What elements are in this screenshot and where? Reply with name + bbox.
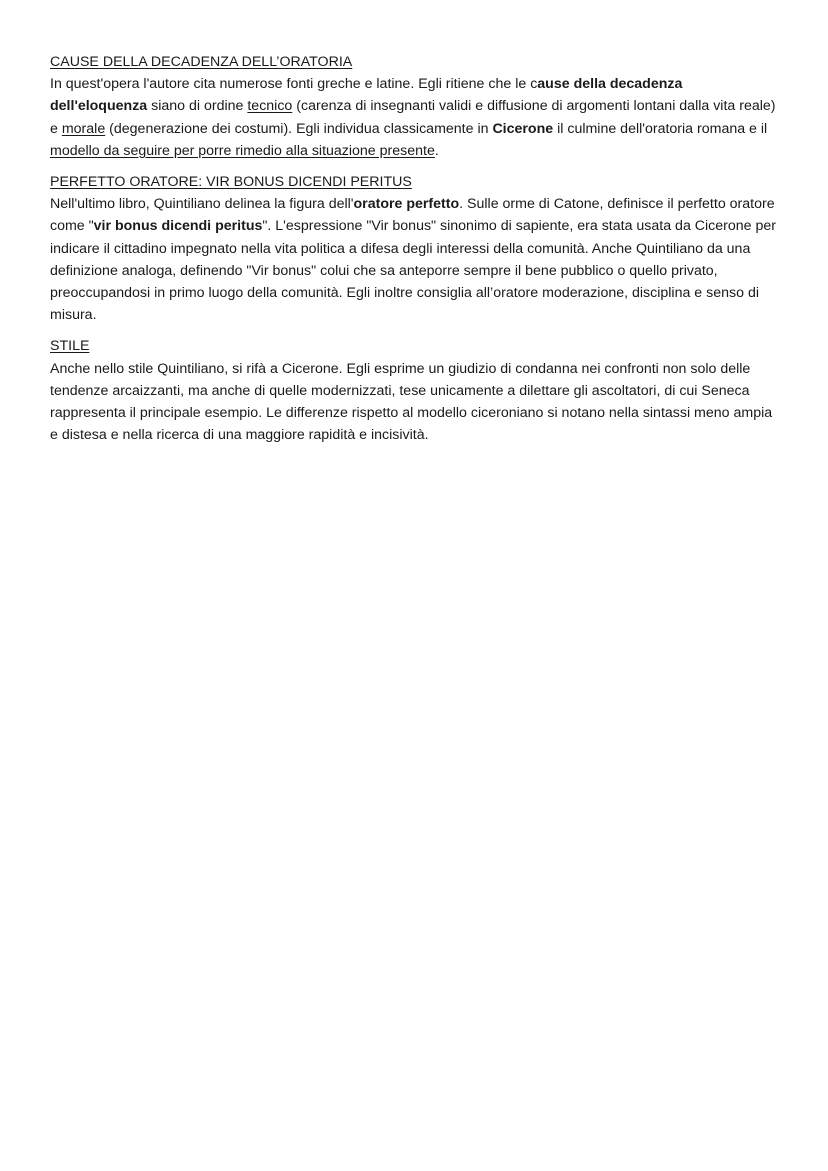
text-segment: il culmine dell'oratoria romana e il [553,120,768,137]
underlined-text: modello da seguire per porre rimedio alla situazione presente [50,142,435,159]
bold-text: oratore perfetto [353,196,460,213]
text-segment: . Sulle orme di Catone, definisce il perfetto oratore come " [50,196,775,235]
bold-text: Cicerone [492,120,554,137]
underlined-text: tecnico [247,98,293,115]
text-segment: Anche nello stile Quintiliano, si rifà a Cicerone. Egli esprime un giudizio di condanna nei confronti non solo delle tendenze arcaizzanti, ma anche di quelle modernizzati, tese unicamente a dilettare gli ascoltatori, di cui Seneca rappresenta il principale esempio. Le differenze rispetto al modello ciceroniano si notano nella sintassi meno ampia e distesa e nella ricerca di una maggiore rapidità e incisività. [50,360,773,444]
text-segment: . [434,142,439,159]
text-segment: In quest'opera l'autore cita numerose fonti greche e latine. Egli ritiene che le c [50,76,538,93]
section-paragraph [50,193,780,326]
document-page [50,51,780,455]
section-paragraph [50,358,780,447]
text-segment: Nell'ultimo libro, Quintiliano delinea la figura dell' [50,196,354,213]
bold-text: vir bonus dicendi peritus [93,218,263,235]
bold-text: ause della decadenza dell'eloquenza [50,76,683,115]
section-heading: STILE [50,338,90,355]
underlined-text: morale [61,120,106,137]
section-paragraph [50,73,780,162]
text-segment: (degenerazione dei costumi). Egli individua classicamente in [105,120,493,137]
text-segment: (carenza di insegnanti validi e diffusione di argomenti lontani dalla vita reale) e [50,98,776,137]
text-segment: ". L'espressione "Vir bonus" sinonimo di sapiente, era stata usata da Cicerone per indicare il cittadino impegnato nella vita politica a difesa degli interessi della comunità. Anche Quintiliano da una definizione analoga, definendo "Vir bonus" colui che sa anteporre sempre il bene pubblico o quello privato, preoccupandosi in primo luogo della comunità. Egli inoltre consiglia all’oratore moderazione, disciplina e senso di misura. [50,218,776,324]
section-heading: PERFETTO ORATORE: VIR BONUS DICENDI PERITUS [50,174,412,191]
section-heading: CAUSE DELLA DECADENZA DELL’ORATORIA [50,54,353,70]
section-cause-decadenza [50,51,780,162]
section-stile [50,335,780,446]
text-segment: siano di ordine [147,98,248,115]
section-perfetto-oratore [50,171,780,326]
